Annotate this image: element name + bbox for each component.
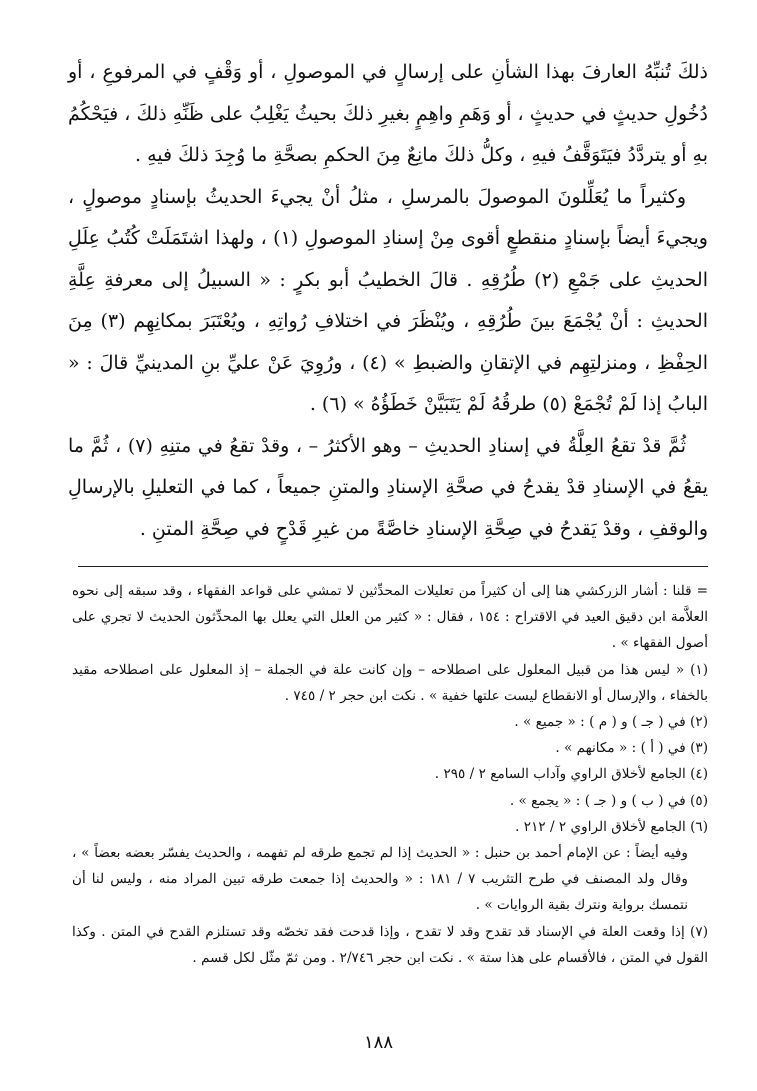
footnote-5: (٥) في ( ب ) و ( جـ ) : « يجمع » . bbox=[509, 792, 708, 809]
footnote-7: (٧) إذا وقعت العلة في الإسناد قد تقدح وقد لا تقدح ، وإذا قدحت فقد تخصّه وقد تستلزم القدح في المتن . وكذا القول في المتن ، فالأقسام على هذا ستة » . نكت ابن حجر ٢/٧٤٦ . ومن ثمّ مثّل لكل قسم . bbox=[72, 923, 708, 966]
footnote-6: (٦) الجامع لأخلاق الراوي ٢ / ٢١٢ . bbox=[515, 818, 708, 835]
main-paragraph-2: وكثيراً ما يُعَلِّلونَ الموصولَ بالمرسلِ ، مثلُ أنْ يجيءَ الحديثُ بإسنادٍ موصولٍ ، ويجيءَ أيضاً بإسنادٍ منقطعٍ أقوى مِنْ إسنادِ الموصولِ (١) ، ولهذا اشتَمَلَتْ كُتُبُ عِلَلِ الحديثِ على جَمْعِ (٢) طُرُقِهِ . قالَ الخطيبُ أبو بكرٍ : « السبيلُ إلى معرفةِ عِلَّةِ الحديثِ : أنْ يُجْمَعَ بينَ طُرُقِهِ ، ويُنْظَرَ في اختلافِ رُواتِهِ ، ويُعْتَبَرَ بمكانِهِم (٣) مِنَ الحِفْظِ ، ومنزلتِهِم في الإتقانِ والضبطِ » (٤) ، ورُوِيَ عَنْ عليِّ بنِ المدينيِّ قالَ : « البابُ إذا لَمْ تُجْمَعْ (٥) طرقُهُ لَمْ يَتَبَيَّنْ خَطَؤُهُ » (٦) . bbox=[68, 185, 709, 415]
footnote-3: (٣) في ( أ ) : « مكانهم » . bbox=[555, 740, 708, 757]
main-paragraph-3: ثُمَّ قدْ تقعُ العِلَّةُ في إسنادِ الحديثِ – وهو الأكثرُ – ، وقدْ تقعُ في متنِهِ (٧) ، ثُمَّ ما يقعُ في الإسنادِ قدْ يقدحُ في صحَّةِ الإسنادِ والمتنِ جميعاً ، كما في التعليلِ بالإرسالِ والوقفِ ، وقدْ يَقدحُ في صِحَّةِ الإسنادِ خاصَّةً من غيرِ قَدْحٍ في صِحَّةِ المتنِ . bbox=[68, 434, 708, 540]
page-number: ١٨٨ bbox=[363, 1032, 393, 1053]
footnote-6-addendum: وفيه أيضاً : عن الإمام أحمد بن حنبل : « الحديث إذا لم تجمع طرقه لم تفهمه ، والحديث يفسّر بعضه بعضاً » ، وقال ولد المصنف في طرح التثريب ٧ / ١٨١ : « والحديث إذا جمعت طرقه تبين المراد منه ، وليس لنا أن نتمسك برواية ونترك بقية الروايات » . bbox=[72, 845, 688, 914]
footnote-2: (٢) في ( جـ ) و ( م ) : « جميع » . bbox=[514, 714, 708, 731]
footnote-continuation: = قلنا : أشار الزركشي هنا إلى أن كثيراً من تعليلات المحدِّثين لا تمشي على قواعد الفقهاء ، وقد سبقه إلى نحوه العلاَّمة ابن دقيق العيد في الاقتراح : ١٥٤ ، فقال : « كثير من العلل التي يعلل بها المحدِّثون الحديث لا تجري على أصول الفقهاء » . bbox=[72, 583, 708, 652]
footnote-4: (٤) الجامع لأخلاق الراوي وآداب السامع ٢ / ٢٩٥ . bbox=[434, 766, 708, 783]
main-text bbox=[68, 52, 708, 550]
main-paragraph-1: ذلكَ تُنبِّهُ العارفَ بهذا الشأنِ على إرسالٍ في الموصولِ ، أو وَقْفٍ في المرفوعِ ، أو دُخُولِ حديثٍ في حديثٍ ، أو وَهَمِ واهِمٍ بغيرِ ذلكَ بحيثُ يَغْلِبُ على ظَنِّهِ ذلكَ ، فيَحْكُمُ بهِ أو يتردَّدُ فيَتَوَقَّفُ فيهِ ، وكلُّ ذلكَ مانِعٌ مِنَ الحكمِ بصحَّةِ ما وُجِدَ ذلكَ فيهِ . bbox=[68, 61, 708, 166]
footnote-divider bbox=[78, 566, 708, 567]
footnotes bbox=[72, 578, 708, 971]
footnote-1: (١) « ليس هذا من قبيل المعلول على اصطلاحه – وإن كانت علة في الجملة – إذ المعلول على اصطلاحه مقيد بالخفاء ، والإرسال أو الانقطاع ليست علتها خفية » . نكت ابن حجر ٢ / ٧٤٥ . bbox=[72, 661, 708, 704]
